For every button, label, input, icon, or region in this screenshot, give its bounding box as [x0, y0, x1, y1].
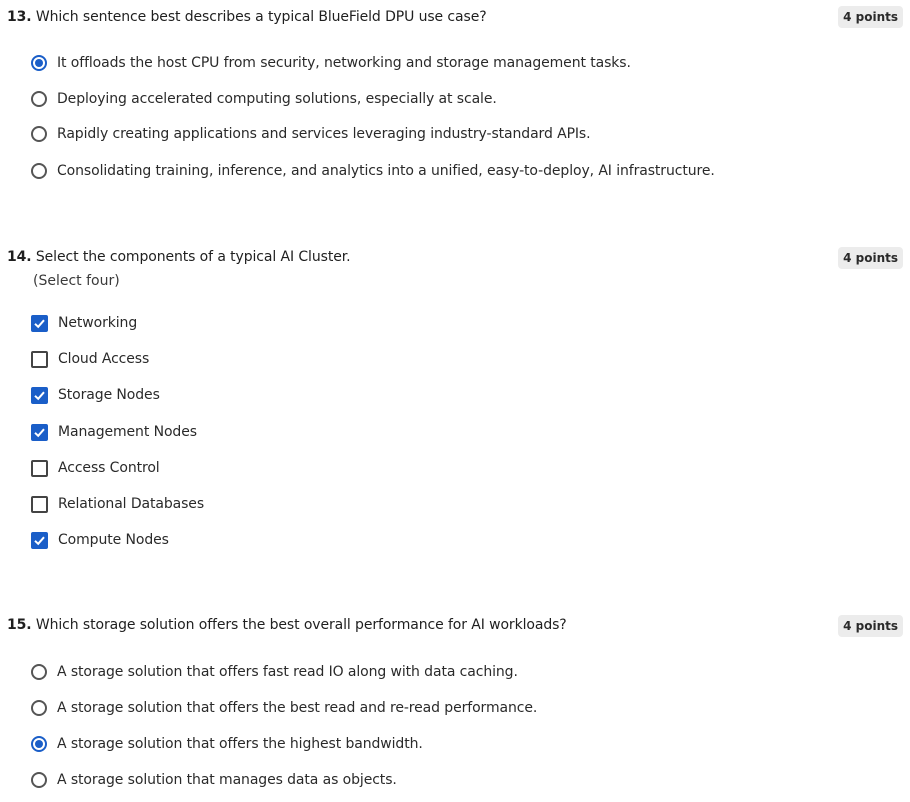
question-title	[7, 9, 487, 25]
radio-button[interactable]	[31, 664, 47, 680]
checkmark-icon	[33, 426, 46, 439]
checkbox-checked[interactable]	[31, 424, 48, 441]
checkbox-option[interactable]	[31, 348, 149, 370]
checkbox-option[interactable]	[31, 457, 160, 479]
question-number: 15.	[7, 617, 32, 633]
question-title	[7, 249, 350, 265]
checkmark-icon	[33, 534, 46, 547]
option-label: Deploying accelerated computing solutions, especially at scale.	[57, 91, 497, 107]
radio-button[interactable]	[31, 772, 47, 788]
checkbox[interactable]	[31, 351, 48, 368]
points-badge: 4 points	[838, 247, 903, 269]
option-label: Rapidly creating applications and services leveraging industry-standard APIs.	[57, 126, 591, 142]
option-label: A storage solution that offers fast read IO along with data caching.	[57, 664, 518, 680]
radio-button-selected[interactable]	[31, 55, 47, 71]
question-subtext: (Select four)	[33, 273, 120, 289]
radio-option[interactable]	[31, 160, 715, 182]
checkbox-option[interactable]	[31, 493, 204, 515]
option-label: A storage solution that offers the highest bandwidth.	[57, 736, 423, 752]
radio-button[interactable]	[31, 163, 47, 179]
radio-option[interactable]	[31, 88, 497, 110]
option-label: A storage solution that offers the best read and re-read performance.	[57, 700, 538, 716]
option-label: Management Nodes	[58, 424, 197, 440]
checkbox[interactable]	[31, 496, 48, 513]
radio-button[interactable]	[31, 700, 47, 716]
option-label: A storage solution that manages data as objects.	[57, 772, 397, 788]
radio-option[interactable]	[31, 661, 518, 683]
radio-button[interactable]	[31, 91, 47, 107]
checkbox-option[interactable]	[31, 529, 169, 551]
checkbox-checked[interactable]	[31, 315, 48, 332]
checkmark-icon	[33, 317, 46, 330]
checkbox-option[interactable]	[31, 312, 137, 334]
checkbox-checked[interactable]	[31, 532, 48, 549]
checkbox[interactable]	[31, 460, 48, 477]
option-label: Storage Nodes	[58, 387, 160, 403]
radio-option[interactable]	[31, 733, 423, 755]
option-label: Consolidating training, inference, and analytics into a unified, easy-to-deploy, AI infrastructure.	[57, 163, 715, 179]
option-label: It offloads the host CPU from security, networking and storage management tasks.	[57, 55, 631, 71]
radio-option[interactable]	[31, 52, 631, 74]
question-text: Select the components of a typical AI Cluster.	[35, 249, 351, 265]
question-number: 13.	[7, 9, 32, 25]
option-label: Cloud Access	[58, 351, 150, 367]
question-number: 14.	[7, 249, 32, 265]
radio-button[interactable]	[31, 126, 47, 142]
radio-option[interactable]	[31, 123, 590, 145]
checkmark-icon	[33, 389, 46, 402]
question-text: Which sentence best describes a typical BlueField DPU use case?	[35, 9, 487, 25]
option-label: Relational Databases	[58, 496, 205, 512]
option-label: Networking	[58, 315, 138, 331]
checkbox-option[interactable]	[31, 384, 160, 406]
radio-button-selected[interactable]	[31, 736, 47, 752]
points-badge: 4 points	[838, 6, 903, 28]
points-badge: 4 points	[838, 615, 903, 637]
radio-option[interactable]	[31, 697, 537, 719]
question-title	[7, 617, 567, 633]
checkbox-option[interactable]	[31, 421, 197, 443]
question-text: Which storage solution offers the best overall performance for AI workloads?	[35, 617, 567, 633]
checkbox-checked[interactable]	[31, 387, 48, 404]
option-label: Compute Nodes	[58, 532, 169, 548]
radio-option[interactable]	[31, 769, 397, 791]
option-label: Access Control	[58, 460, 160, 476]
